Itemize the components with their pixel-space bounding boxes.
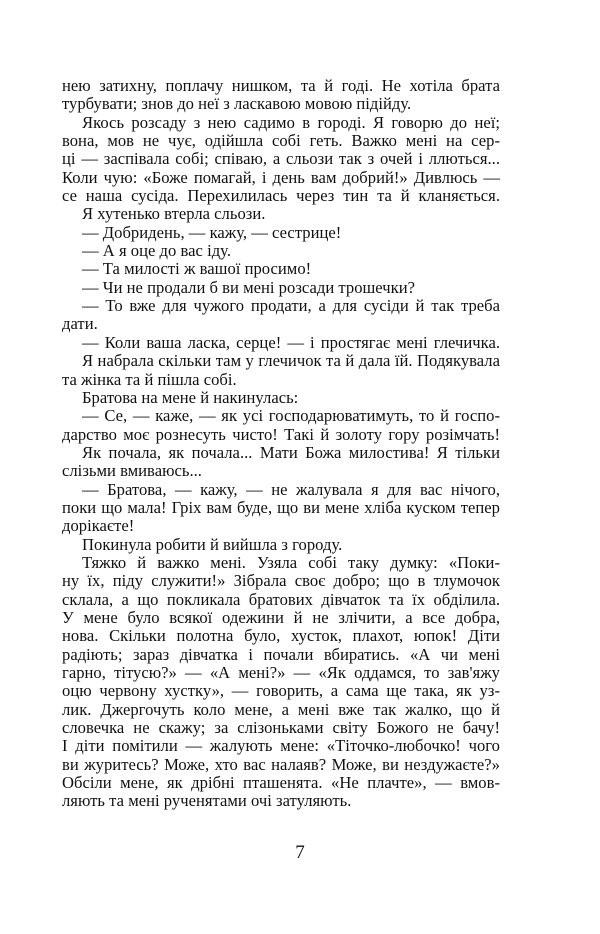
text-line: гарно, тітусю?» — «А мені?» — «Як оддамся, то зав'яжу — [62, 663, 500, 682]
text-line: дорікаєте! — [62, 516, 135, 536]
text-line: — Чи не продали б ви мені розсади трошечки? — [82, 277, 416, 297]
text-line: слізьми вмиваюсь... — [62, 461, 202, 481]
text-line: лик. Джергочуть коло мене, а мені вже так жалко, що й — [62, 699, 500, 719]
text-line: Я хутенько втерла сльози. — [82, 204, 266, 224]
text-line: — Коли ваша ласка, серце! — і простягає мені глечичка. — [82, 332, 500, 352]
text-line: дарство моє рознесуть чисто! Такі й золоту гору розімчать! — [62, 424, 500, 444]
text-line: — Добридень, — кажу, — сестрице! — [82, 222, 342, 242]
text-line: У мене було всякої одежини й не злічити, а все добра, — [62, 607, 500, 627]
text-line: — Та милості ж вашої просимо! — [82, 259, 312, 279]
text-line: оцю червону хустку», — говорить, а сама ще така, як уз- — [62, 681, 500, 701]
text-line: та жінка та й пішла собі. — [62, 369, 237, 389]
text-line: Обсіли мене, як дрібні пташенята. «Не плачте», — вмов- — [62, 773, 500, 793]
text-line: радіють; зараз дівчатка і почали вбиратись. «А чи мені — [62, 644, 500, 664]
text-line: — Се, — каже, — як усі господарюватимуть, то й госпо- — [82, 406, 500, 426]
text-line: Як почала, як почала... Мати Божа милостива! Я тільки — [82, 442, 500, 462]
text-line: словечка не скажу; за слізоньками світу Божого не бачу! — [62, 718, 500, 738]
text-line: Я набрала скільки там у глечичок та й дала їй. Подякувала — [82, 351, 500, 371]
body-text — [62, 77, 500, 811]
text-line: Тяжко й важко мені. Узяла собі таку думку: «Поки- — [82, 552, 500, 572]
text-line: — А я оце до вас іду. — [82, 241, 231, 261]
text-line: дати. — [62, 314, 98, 334]
text-line: турбувати; знов до неї з ласкавою мовою підійду. — [62, 94, 412, 114]
text-line: ви журитесь? Може, хто вас налаяв? Може, ви нездужаєте?» — [62, 754, 500, 774]
text-line: нова. Скільки полотна було, хусток, плахот, юпок! Діти — [62, 626, 500, 646]
text-line: ляють та мені рученятами очі затуляють. — [62, 791, 352, 811]
text-line: І діти помітили — жалують мене: «Тіточко-любочко! чого — [62, 736, 500, 756]
text-line: ну їх, піду служити!» Зібрала своє добро; що в тлумочок — [62, 571, 500, 591]
text-line: Якось розсаду з нею садимо в городі. Я говорю до неї; — [82, 112, 500, 132]
text-line: поки що мала! Гріх вам буде, що ви мене хліба куском тепер — [62, 497, 500, 517]
text-line: — Братова, — кажу, — не жалувала я для вас нічого, — [82, 479, 500, 499]
text-line: склала, а що покликала братових дівчаток та їх обділила. — [62, 589, 500, 609]
page-number: 7 — [295, 842, 305, 863]
text-line: нею затихну, поплачу нишком, та й годі. Не хотіла брата — [62, 76, 500, 95]
text-line: ці — заспівала собі; співаю, а сльози так з очей і ллються... — [62, 149, 500, 169]
text-line: — То вже для чужого продати, а для сусіди й так треба — [82, 296, 500, 316]
text-line: Коли чую: «Боже помагай, і день вам добрий!» Дивлюсь — — [62, 167, 500, 187]
text-line: Братова на мене й накинулась: — [82, 387, 299, 407]
text-line: вона, мов не чує, одійшла собі геть. Важко мені на сер- — [62, 131, 500, 151]
text-line: Покинула робити й вийшла з городу. — [82, 534, 343, 554]
text-line: се наша сусіда. Перехилилась через тин та й кланяється. — [62, 186, 500, 206]
